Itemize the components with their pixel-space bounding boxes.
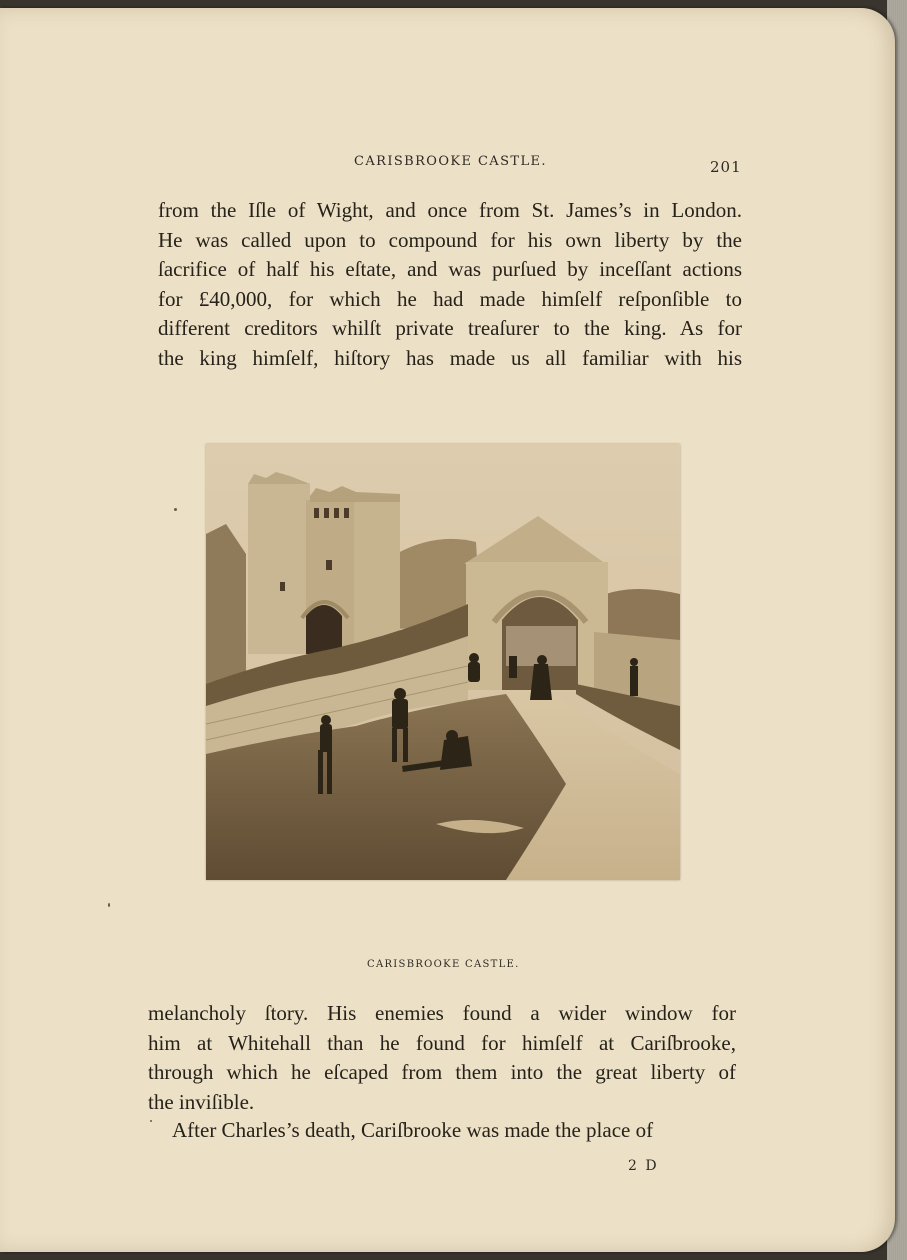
next-paragraph-first-line: After Charles’s death, Cariſbrooke was made the place of xyxy=(172,1118,654,1142)
page-number: 201 xyxy=(710,158,742,176)
top-paragraph xyxy=(158,196,742,373)
bottom-paragraph xyxy=(148,999,736,1117)
text-line: him at Whitehall than he found for himſelf at Cariſbrooke, xyxy=(148,1030,736,1055)
text-line: the king himſelf, hiſtory has made us all familiar with his xyxy=(158,345,742,370)
text-line: different creditors whilſt private treaſurer to the king. As for xyxy=(158,316,742,340)
text-line: the inviſible. xyxy=(148,1089,255,1114)
text-line: from the Iſle of Wight, and once from St. James’s in London. xyxy=(158,198,742,222)
figure-caption: CARISBROOKE CASTLE. xyxy=(367,959,520,970)
text-line: through which he eſcaped from them into the great liberty of xyxy=(148,1060,736,1084)
castle-photograph-illustration xyxy=(206,444,680,880)
castle-photograph xyxy=(206,444,680,880)
text-line: for £40,000, for which he had made himſelf reſponſible to xyxy=(158,286,742,311)
paper-speck xyxy=(108,903,110,907)
book-page xyxy=(0,8,895,1252)
running-header-title: CARISBROOKE CASTLE. xyxy=(354,154,547,169)
paper-speck xyxy=(150,1120,152,1122)
text-line: ſacrifice of half his eſtate, and was purſued by inceſſant actions xyxy=(158,257,742,281)
text-line: melancholy ſtory. His enemies found a wider window for xyxy=(148,1001,736,1025)
signature-mark: 2 D xyxy=(628,1158,659,1174)
paper-speck xyxy=(174,508,177,511)
text-line: He was called upon to compound for his own liberty by the xyxy=(158,227,742,252)
